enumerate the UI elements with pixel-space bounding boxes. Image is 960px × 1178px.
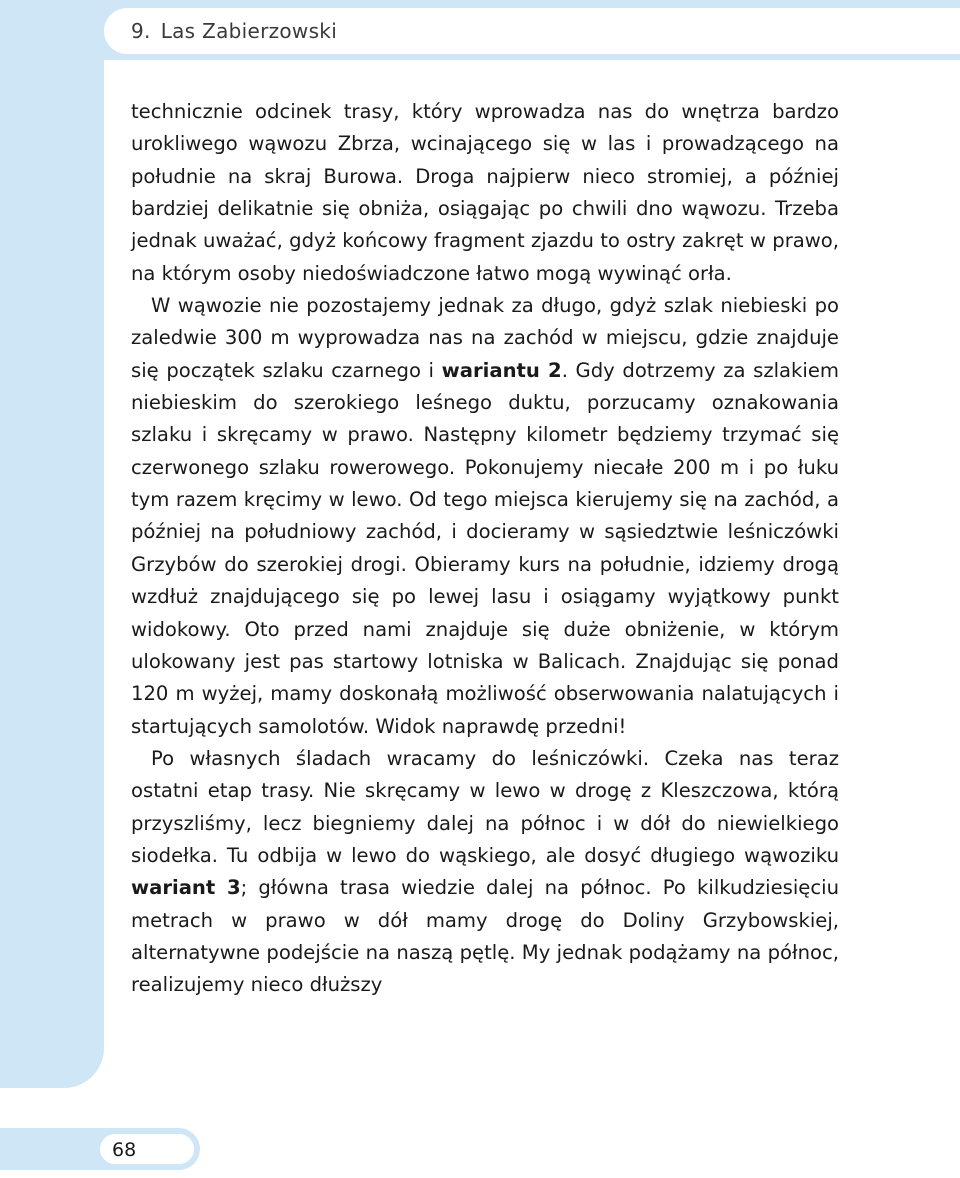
paragraph-text: . Gdy dotrzemy za szlakiem niebieskim do szerokiego leśnego duktu, porzucamy oznakowania szlaku i skręcamy w prawo. Następny kilometr będziemy trzymać się czerwonego szlaku rowerowego. Pokonujemy niecałe 200 m i po łuku tym razem kręcimy w lewo. Od tego miejsca kierujemy się na zachód, a później na południowy zachód, i docieramy w sąsiedztwie leśniczówki Grzybów do szerokiej drogi. Obieramy kurs na południe, idziemy drogą wzdłuż znajdującego się po lewej lasu i osiągamy wyjątkowy punkt widokowy. Oto przed nami znajduje się duże obniżenie, w którym ulokowany jest pas startowy lotniska w Balicach. Znajdując się ponad 120 m wyżej, mamy doskonałą możliwość obserwowania nalatujących i startujących samolotów. Widok naprawdę przedni! <box>131 358 839 738</box>
body-text <box>131 96 839 1002</box>
route-variant-label: wariant 3 <box>131 876 241 900</box>
paragraph <box>131 290 839 743</box>
chapter-number: 9. <box>131 19 151 43</box>
side-margin-bar <box>0 60 104 1088</box>
paragraph <box>131 96 839 290</box>
paragraph-text: Po własnych śladach wracamy do leśniczówki. Czeka nas teraz ostatni etap trasy. Nie skręcamy w lewo w drogę z Kleszczowa, którą przyszliśmy, lecz biegniemy dalej na północ i w dół do niewielkiego siodełka. Tu odbija w lewo do wąskiego, ale dosyć długiego wąwoziku <box>131 746 839 867</box>
paragraph-text: W wąwozie nie pozostajemy jednak za długo, gdyż szlak niebieski po zaledwie 300 m wyprowadza nas na zachód w miejscu, gdzie znajduje się początek szlaku czarnego i <box>131 294 839 382</box>
paragraph-text: technicznie odcinek trasy, który wprowadza nas do wnętrza bardzo urokliwego wąwozu Zbrza, wcinającego się w las i prowadzącego na południe na skraj Burowa. Droga najpierw nieco stromiej, a później bardziej delikatnie się obniża, osiągając po chwili dno wąwozu. Trzeba jednak uważać, gdyż końcowy fragment zjazdu to ostry zakręt w prawo, na którym osoby niedoświadczone łatwo mogą wywinąć orła. <box>131 100 839 285</box>
paragraph-text: ; główna trasa wiedzie dalej na północ. Po kilkudziesięciu metrach w prawo w dół mamy drogę do Doliny Grzybowskiej, alternatywne podejście na naszą pętlę. My jednak podążamy na północ, realizujemy nieco dłuższy <box>131 876 839 997</box>
page-number: 68 <box>112 1139 137 1161</box>
chapter-title: Las Zabierzowski <box>160 19 338 43</box>
running-header <box>131 18 347 44</box>
route-variant-label: wariantu 2 <box>441 358 562 382</box>
paragraph <box>131 743 839 1002</box>
